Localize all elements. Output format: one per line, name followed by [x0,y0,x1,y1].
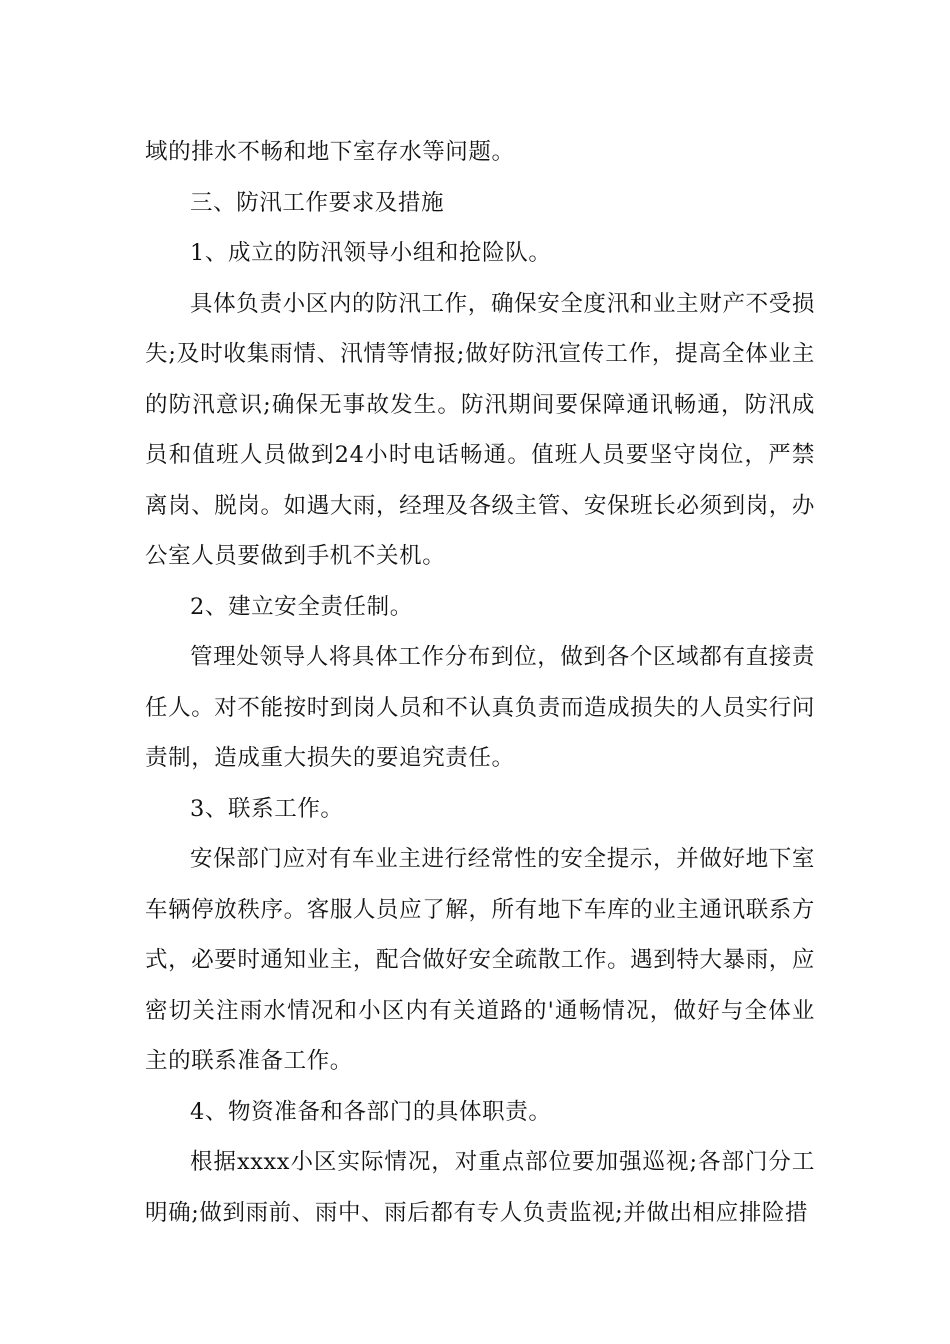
item-heading-2: 2、建立安全责任制。 [190,593,413,620]
paragraph-item-2: 管理处领导人将具体工作分布到位，做到各个区域都有直接责任人。对不能按时到岗人员和不认真负责而造成损失的人员实行问责制，造成重大损失的要追究责任。 [145,644,815,771]
section-heading-3: 三、防汛工作要求及措施 [190,189,445,216]
paragraph-item-4: 根据xxxx小区实际情况，对重点部位要加强巡视;各部门分工明确;做到雨前、雨中、雨后都有专人负责监视;并做出相应排险措 [145,1149,815,1226]
paragraph-item-3: 安保部门应对有车业主进行经常性的安全提示，并做好地下室车辆停放秩序。客服人员应了解，所有地下车库的业主通讯联系方式，必要时通知业主，配合做好安全疏散工作。遇到特大暴雨，应密切关注雨水情况和小区内有关道路的'通畅情况，做好与全体业主的联系准备工作。 [145,846,815,1074]
paragraph-continuation: 域的排水不畅和地下室存水等问题。 [145,139,515,165]
paragraph-item-1: 具体负责小区内的防汛工作，确保安全度汛和业主财产不受损失;及时收集雨情、汛情等情报;做好防汛宣传工作，提高全体业主的防汛意识;确保无事故发生。防汛期间要保障通讯畅通，防汛成员和值班人员做到24小时电话畅通。值班人员要坚守岗位，严禁离岗、脱岗。如遇大雨，经理及各级主管、安保班长必须到岗，办公室人员要做到手机不关机。 [145,290,815,569]
item-heading-4: 4、物资准备和各部门的具体职责。 [190,1098,552,1125]
item-heading-3: 3、联系工作。 [190,795,344,822]
item-heading-1: 1、成立的防汛领导小组和抢险队。 [190,240,552,266]
document-body [145,127,815,1238]
